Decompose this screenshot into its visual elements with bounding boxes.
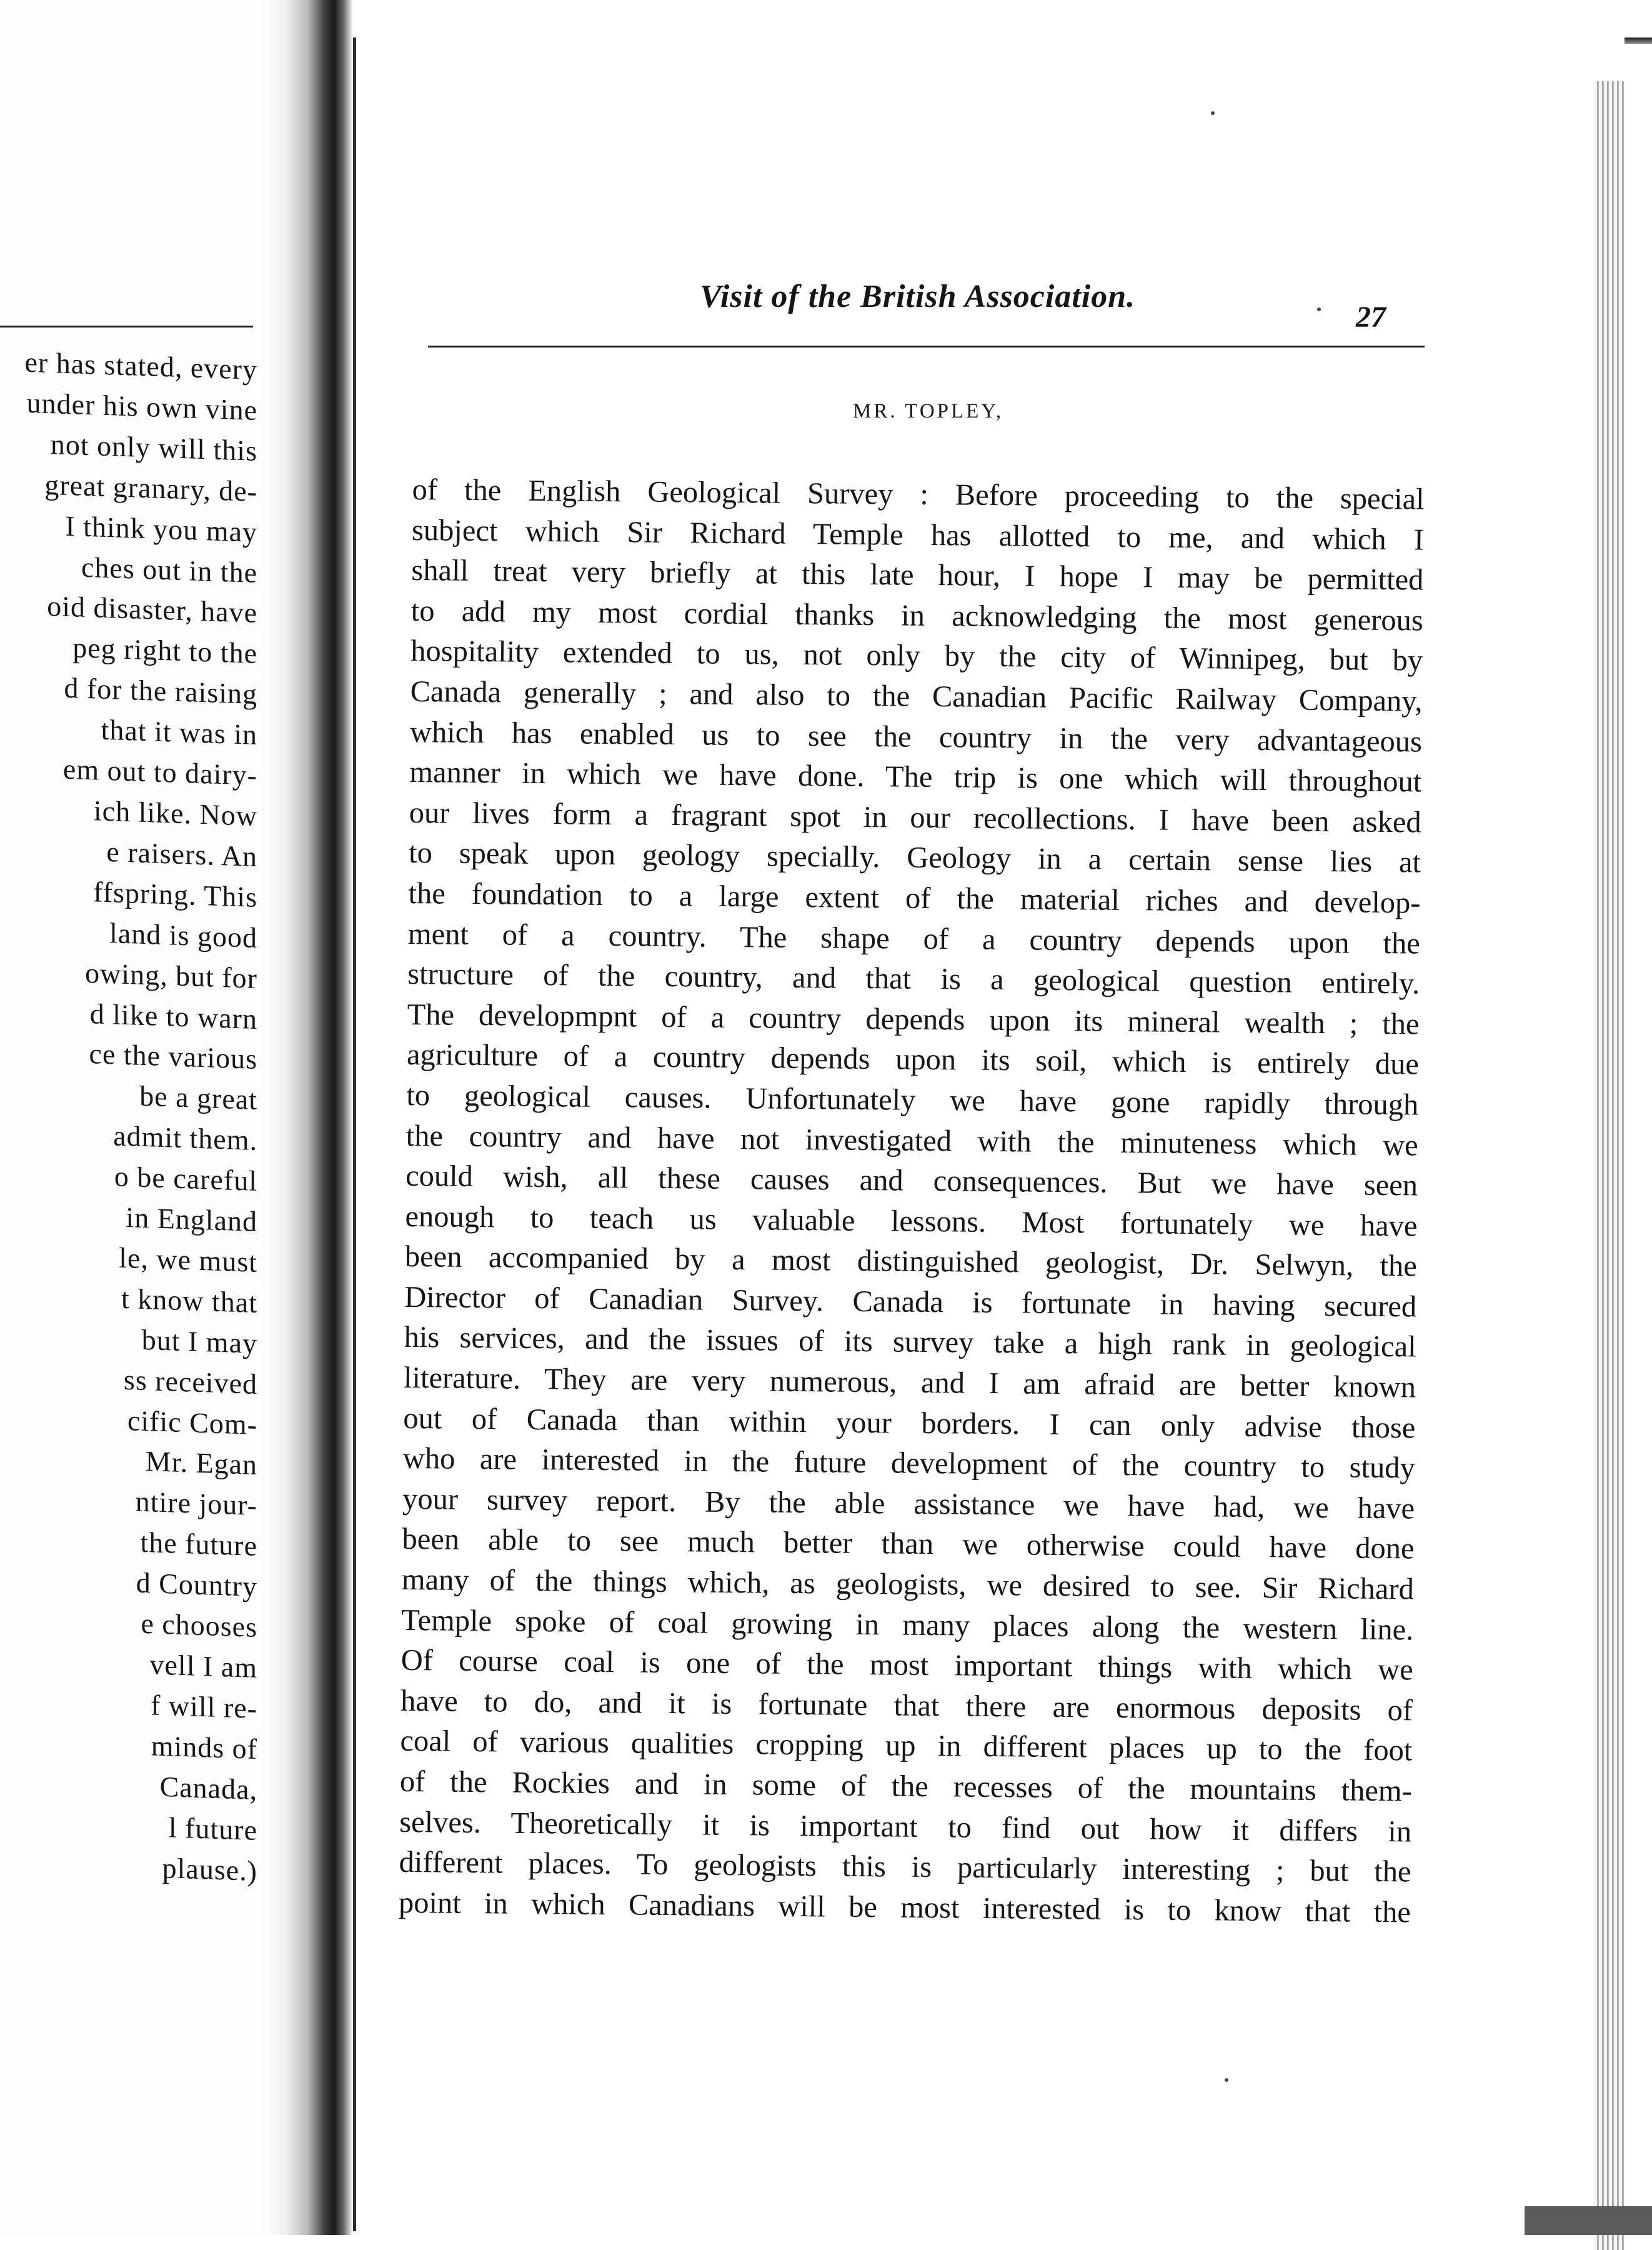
body-line: point in which Canadians will be most interested is to know that the bbox=[398, 1886, 1411, 1929]
body-line: literature. They are very numerous, and I am afraid are better known bbox=[403, 1361, 1416, 1404]
body-line: of the English Geological Survey : Before proceeding to the special bbox=[412, 472, 1425, 516]
left-page-line: Mr. Egan bbox=[145, 1445, 257, 1481]
left-page-line: t know that bbox=[121, 1282, 257, 1319]
body-line: selves. Theoretically it is important to find out how it differs in bbox=[399, 1805, 1412, 1849]
left-page-line: owing, but for bbox=[85, 956, 257, 994]
left-page-line: not only will this bbox=[50, 428, 257, 467]
book-gutter bbox=[259, 0, 353, 2235]
body-line: Temple spoke of coal growing in many places along the western line. bbox=[401, 1603, 1414, 1647]
body-line: shall treat very briefly at this late hour, I hope I may be permitted bbox=[411, 554, 1424, 597]
body-line: who are interested in the future development of the country to study bbox=[402, 1442, 1415, 1485]
running-head: Visit of the British Association. bbox=[700, 279, 1136, 314]
body-line: hospitality extended to us, not only by the city of Winnipeg, but by bbox=[410, 634, 1423, 678]
body-line: been accompanied by a most distinguished geologist, Dr. Selwyn, the bbox=[404, 1240, 1418, 1283]
left-page-line: d for the raising bbox=[64, 671, 257, 711]
body-line: The developmpnt of a country depends upon its mineral wealth ; the bbox=[407, 998, 1420, 1041]
body-text bbox=[399, 470, 1425, 1933]
body-line: Canada generally ; and also to the Canadian Pacific Railway Company, bbox=[410, 674, 1423, 718]
body-line: the foundation to a large extent of the material riches and develop- bbox=[408, 876, 1421, 920]
body-line: many of the things which, as geologists, we desired to see. Sir Richard bbox=[401, 1562, 1415, 1606]
body-line: structure of the country, and that is a geological question entirely. bbox=[407, 958, 1420, 1001]
left-page-line: o be careful bbox=[114, 1160, 257, 1198]
left-page-line: great granary, de- bbox=[44, 468, 257, 508]
left-facing-page bbox=[0, 0, 275, 2235]
left-page-rule bbox=[0, 326, 253, 328]
page-stack-edges bbox=[1594, 81, 1625, 2250]
left-page-line: ntire jour- bbox=[135, 1485, 257, 1522]
body-line: subject which Sir Richard Temple has allotted to me, and which I bbox=[411, 513, 1425, 557]
left-page-text bbox=[0, 341, 257, 1891]
left-page-line: cific Com- bbox=[127, 1404, 257, 1441]
body-line: his services, and the issues of its survey take a high rank in geological bbox=[404, 1321, 1416, 1364]
body-line: of the Rockies and in some of the recesses of the mountains them- bbox=[399, 1764, 1413, 1808]
left-page-line: I think you may bbox=[65, 509, 257, 548]
body-line: out of Canada than within your borders. I can only advise those bbox=[403, 1401, 1416, 1445]
body-line: the country and have not investigated with the minuteness which we bbox=[406, 1119, 1418, 1162]
left-page-line: e chooses bbox=[141, 1607, 257, 1644]
body-line: been able to see much better than we otherwise could have done bbox=[402, 1522, 1415, 1566]
left-page-line: peg right to the bbox=[72, 631, 257, 670]
left-page-line: vell I am bbox=[149, 1648, 257, 1684]
body-line: to add my most cordial thanks in acknowledging the most generous bbox=[411, 594, 1424, 638]
body-line: different places. To geologists this is particularly interesting ; but the bbox=[399, 1846, 1411, 1889]
left-page-line: plause.) bbox=[162, 1851, 257, 1887]
speaker-heading: MR. TOPLEY, bbox=[853, 400, 1004, 422]
body-line: to speak upon geology specially. Geology in a certain sense lies at bbox=[408, 836, 1421, 879]
speck bbox=[1211, 111, 1215, 115]
left-page-line: minds of bbox=[151, 1729, 257, 1765]
speck bbox=[1317, 308, 1321, 311]
body-line: your survey report. By the able assistance we have had, we have bbox=[402, 1482, 1415, 1526]
body-line: enough to teach us valuable lessons. Most fortunately we have bbox=[405, 1199, 1418, 1243]
body-line: to geological causes. Unfortunately we have gone rapidly through bbox=[406, 1078, 1419, 1122]
body-line: coal of various qualities cropping up in different places up to the foot bbox=[400, 1724, 1413, 1768]
body-line: ment of a country. The shape of a country depends upon the bbox=[407, 917, 1421, 961]
page-number: 27 bbox=[1356, 301, 1386, 334]
left-page-line: l future bbox=[168, 1811, 257, 1846]
left-page-line: ss received bbox=[123, 1363, 257, 1400]
left-page-line: Canada, bbox=[159, 1770, 257, 1806]
left-page-line: land is good bbox=[109, 916, 257, 954]
left-page-line: but I may bbox=[141, 1323, 257, 1359]
left-page-line: oid disaster, have bbox=[47, 590, 257, 629]
header-rule bbox=[428, 346, 1425, 348]
body-line: our lives form a fragrant spot in our recollections. I have been asked bbox=[409, 796, 1421, 839]
speck bbox=[1225, 2078, 1228, 2082]
body-line: Director of Canadian Survey. Canada is fortunate in having secured bbox=[404, 1280, 1417, 1324]
body-line: agriculture of a country depends upon its soil, which is entirely due bbox=[406, 1038, 1420, 1081]
body-line: could wish, all these causes and consequences. But we have seen bbox=[405, 1159, 1418, 1202]
body-line: manner in which we have done. The trip is one which will throughout bbox=[409, 756, 1422, 799]
left-page-line: d like to warn bbox=[89, 997, 257, 1035]
left-page-line: em out to dairy- bbox=[62, 752, 257, 792]
left-page-line: le, we must bbox=[119, 1241, 257, 1278]
left-page-line: ce the various bbox=[89, 1038, 257, 1076]
left-page-line: d Country bbox=[136, 1566, 257, 1603]
left-page-line: admit them. bbox=[113, 1119, 257, 1157]
left-page-line: the future bbox=[140, 1526, 257, 1562]
body-line: have to do, and it is fortunate that there are enormous deposits of bbox=[400, 1684, 1413, 1728]
left-page-line: ffspring. This bbox=[93, 876, 257, 913]
left-page-line: that it was in bbox=[101, 713, 257, 751]
left-page-line: ich like. Now bbox=[93, 794, 257, 832]
left-page-line: e raisers. An bbox=[106, 835, 257, 872]
left-page-line: in England bbox=[126, 1201, 257, 1238]
left-page-line: ches out in the bbox=[81, 551, 257, 589]
left-page-line: er has stated, every bbox=[24, 346, 257, 386]
left-page-line: f will re- bbox=[151, 1689, 257, 1724]
left-page-line: under his own vine bbox=[26, 386, 257, 426]
body-line: which has enabled us to see the country in the very advantageous bbox=[409, 715, 1423, 759]
left-page-line: be a great bbox=[139, 1080, 257, 1116]
body-line: Of course coal is one of the most important things with which we bbox=[401, 1644, 1413, 1687]
page-bottom-corner bbox=[1525, 2206, 1652, 2235]
